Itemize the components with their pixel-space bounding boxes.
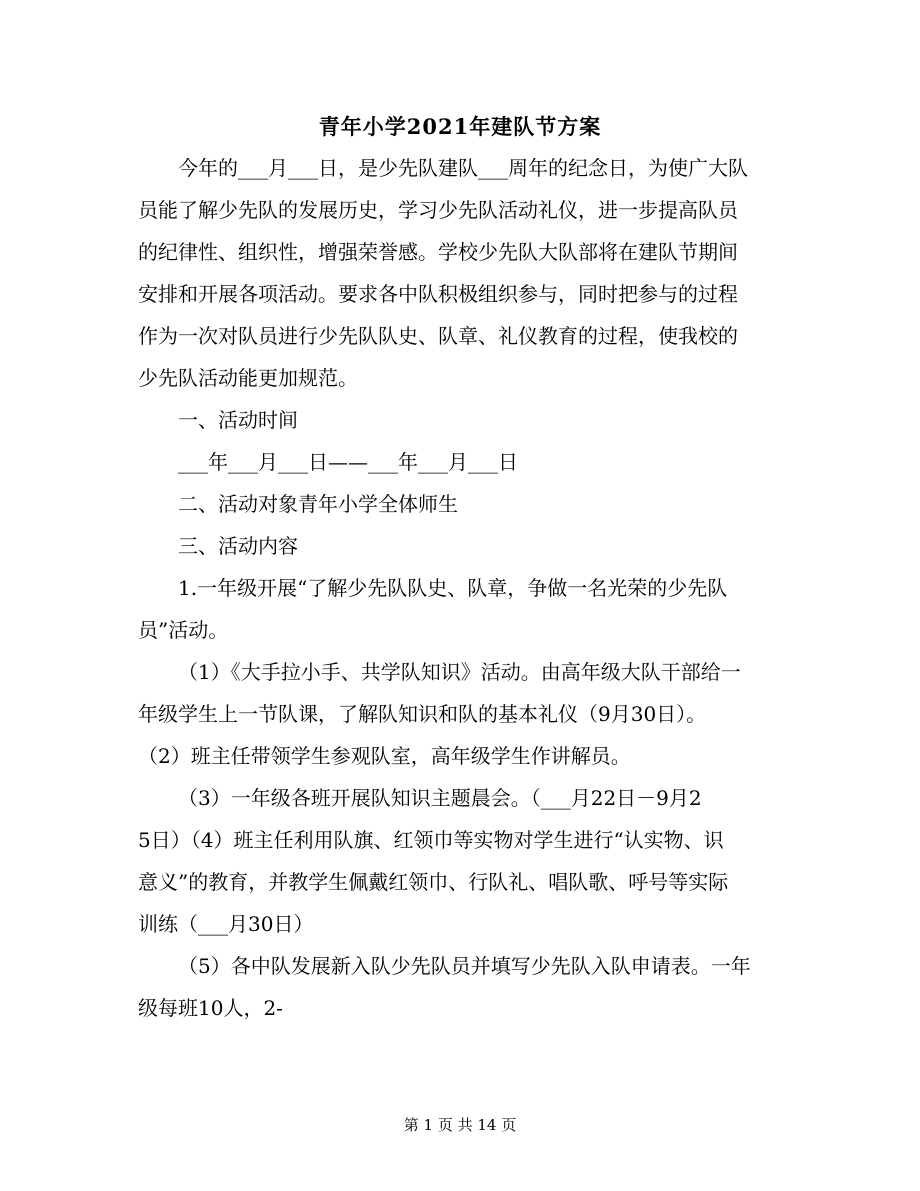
body-line-4: 安排和开展各项活动。要求各中队积极组织参与，同时把参与的过程 bbox=[138, 282, 738, 306]
section-heading-content: 三、活动内容 bbox=[178, 534, 298, 558]
body-line-2: 员能了解少先队的发展历史，学习少先队活动礼仪，进一步提高队员 bbox=[138, 198, 738, 222]
section-heading-time: 一、活动时间 bbox=[178, 408, 298, 432]
body-line-18: 意义”的教育，并教学生佩戴红领巾、行队礼、唱队歌、呼号等实际 bbox=[138, 870, 729, 894]
body-line-3: 的纪律性、组织性，增强荣誉感。学校少先队大队部将在建队节期间 bbox=[138, 240, 738, 264]
body-line-15: （2）班主任带领学生参观队室，高年级学生作讲解员。 bbox=[138, 744, 631, 768]
body-line-17: 5日）（4）班主任利用队旗、红领巾等实物对学生进行“认实物、识 bbox=[138, 828, 724, 852]
body-line-14: 年级学生上一节队课，了解队知识和队的基本礼仪（9月30日）。 bbox=[138, 702, 707, 726]
body-line-5: 作为一次对队员进行少先队队史、队章、礼仪教育的过程，使我校的 bbox=[138, 324, 738, 348]
page-number-footer: 第 1 页 共 14 页 bbox=[403, 1116, 517, 1134]
body-line-13: （1）《大手拉小手、共学队知识》活动。由高年级大队干部给一 bbox=[178, 660, 741, 684]
body-line-11: 1.一年级开展“了解少先队队史、队章，争做一名光荣的少先队 bbox=[178, 576, 728, 600]
section-heading-audience: 二、活动对象青年小学全体师生 bbox=[178, 492, 458, 516]
body-line-16: （3）一年级各班开展队知识主题晨会。（___月22日－9月2 bbox=[178, 786, 702, 810]
body-line-21: 级每班10人，2- bbox=[138, 996, 283, 1020]
body-line-6: 少先队活动能更加规范。 bbox=[138, 366, 358, 390]
document-title: 青年小学2021年建队节方案 bbox=[318, 114, 602, 139]
date-range-line: ___年___月___日——___年___月___日 bbox=[178, 450, 518, 474]
body-line-20: （5）各中队发展新入队少先队员并填写少先队入队申请表。一年 bbox=[178, 954, 751, 978]
body-line-19: 训练（___月30日） bbox=[138, 912, 314, 936]
body-line-1: 今年的___月___日，是少先队建队___周年的纪念日，为使广大队 bbox=[178, 156, 748, 180]
body-line-12: 员”活动。 bbox=[138, 618, 229, 642]
